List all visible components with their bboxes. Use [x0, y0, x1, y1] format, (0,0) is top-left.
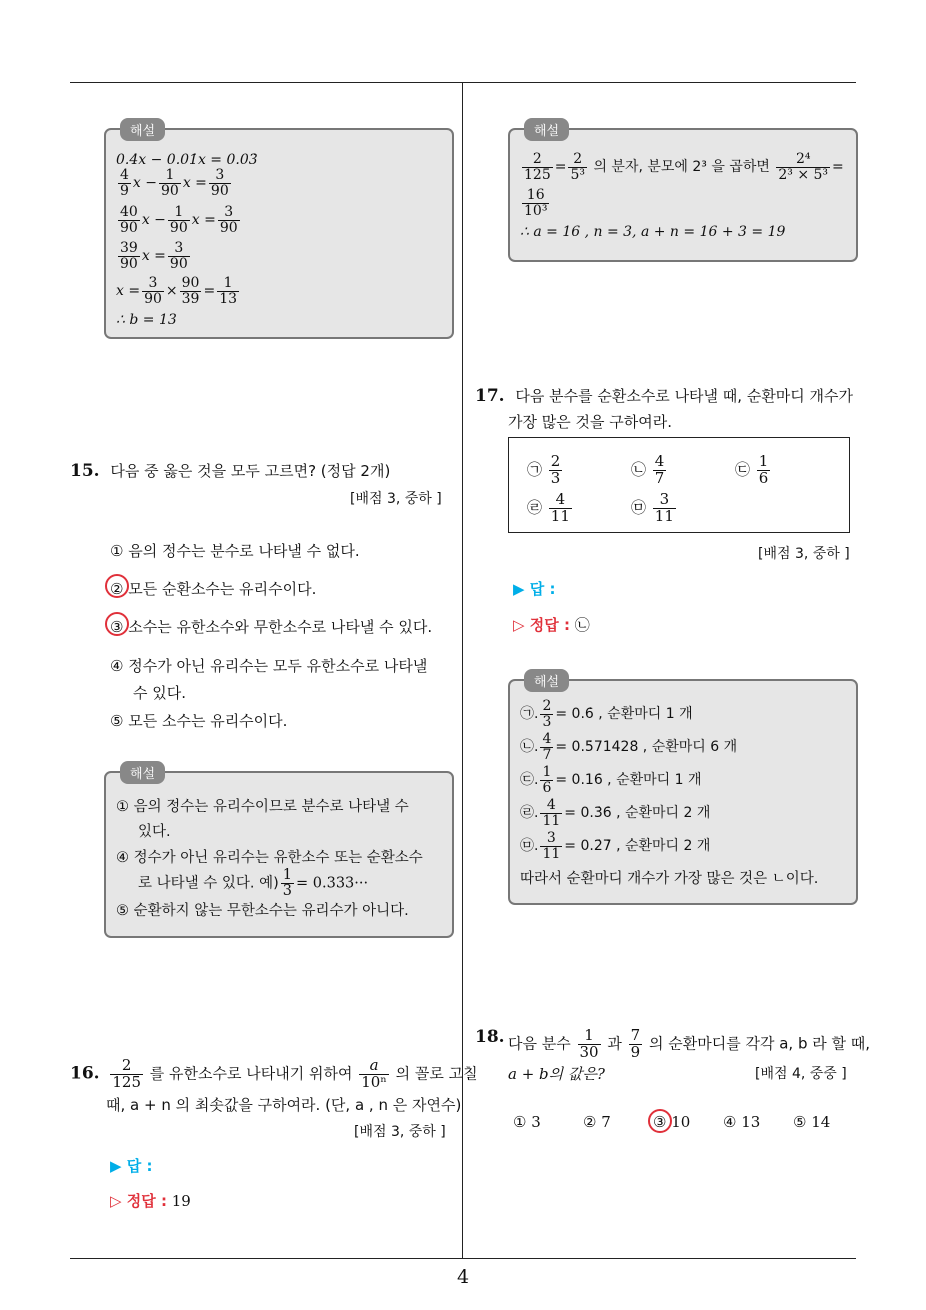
- sol15-line1: ① 음의 정수는 유리수이므로 분수로 나타낼 수: [116, 799, 409, 815]
- solution-box-16: [508, 124, 858, 262]
- q17-correct-answer: ▷ 정답 : ㉡: [513, 616, 590, 634]
- q17-option-3[interactable]: ㉢ $\frac{1}{6}$: [735, 452, 769, 487]
- q16-answer-label: ▶ 답 :: [110, 1157, 153, 1175]
- solution-tag: 해설: [524, 669, 569, 692]
- sol15-line5: ⑤ 순환하지 않는 무한소수는 유리수가 아니다.: [116, 903, 409, 919]
- q17-text-cont: 가장 많은 것을 구하여라.: [508, 413, 672, 431]
- q18-text: 다음 분수 $\frac{1}{30}$ 과 $\frac{7}{9}$ 의 순환마디를 각각 a, b 라 할 때,: [508, 1026, 871, 1061]
- sol17-row-5: ㉤. $\frac{3}{11}$ = 0.2̇7̇ , 순환마디 2 개: [520, 830, 711, 862]
- q17-option-4[interactable]: ㉣ $\frac{4}{11}$: [527, 490, 570, 525]
- sol15-line2: 있다.: [138, 824, 171, 840]
- sol14-line1: 0.4̇x − 0.01̇x = 0.03̇: [116, 152, 258, 168]
- question-number: 16.: [70, 1063, 100, 1084]
- q18-text-cont: a + b의 값은?: [508, 1065, 605, 1083]
- top-rule: [70, 82, 856, 83]
- sol17-row-4: ㉣. $\frac{4}{11}$ = 0.3̇6̇ , 순환마디 2 개: [520, 797, 711, 829]
- q15-choice-4[interactable]: ④ 정수가 아닌 유리수는 모두 유한소수로 나타낼: [110, 657, 428, 675]
- question-number: 18.: [475, 1027, 505, 1047]
- q17-answer-label: ▶ 답 :: [513, 580, 556, 598]
- sol17-conclusion: 따라서 순환마디 개수가 가장 많은 것은 ㄴ이다.: [520, 871, 819, 887]
- q17-option-5[interactable]: ㉤ $\frac{3}{11}$: [631, 490, 674, 525]
- sol17-row-1: ㉠. $\frac{2}{3}$ = 0.6̇ , 순환마디 1 개: [520, 698, 693, 730]
- sol16-line1: $\frac{2}{125}$ = $\frac{2}{\text{5³}}$ 의 분자, 분모에 2³ 을 곱하면 $\frac{\text{2⁴}}{\text{2³ × 5³}}$ =: [524, 151, 844, 183]
- sol17-row-3: ㉢. $\frac{1}{6}$ = 0.16̇ , 순환마디 1 개: [520, 764, 702, 796]
- question-number: 15.: [70, 461, 100, 481]
- selected-mark: [105, 612, 129, 636]
- sol14-line5: x = $\frac{3}{90}$ × $\frac{90}{39}$ = $\frac{1}{13}$: [116, 275, 238, 307]
- page-number: 4: [456, 1266, 470, 1288]
- question-number: 17.: [475, 386, 505, 406]
- q17-options-box: [508, 437, 850, 533]
- q15-choice-2[interactable]: ② 모든 순환소수는 유리수이다.: [110, 580, 317, 598]
- q18-choice-2[interactable]: ② 7: [583, 1113, 611, 1131]
- q17-heading: 17. 다음 분수를 순환소수로 나타낼 때, 순환마디 개수가: [475, 386, 854, 406]
- q15-score: [배점 3, 중하 ]: [350, 491, 442, 507]
- q17-score: [배점 3, 중하 ]: [758, 546, 850, 562]
- q15-heading: [70, 460, 390, 481]
- q18-choice-5[interactable]: ⑤ 14: [793, 1113, 831, 1131]
- solution-box-15: [104, 767, 454, 938]
- selected-mark: [105, 574, 129, 598]
- sol16-line3: ∴ a = 16 , n = 3, a + n = 16 + 3 = 19: [520, 224, 786, 240]
- bottom-rule: [70, 1258, 856, 1259]
- sol14-line2: $\frac{4}{9}$ x − $\frac{1}{90}$ x = $\frac{3}{90}$: [120, 167, 229, 199]
- sol14-line6: ∴ b = 13: [116, 312, 177, 328]
- q15-choice-4-cont: 수 있다.: [133, 684, 187, 702]
- q18-choice-4[interactable]: ④ 13: [723, 1113, 761, 1131]
- sol14-line3: $\frac{40}{90}$ x − $\frac{1}{90}$ x = $\frac{3}{90}$: [120, 204, 238, 236]
- sol14-line4: $\frac{39}{90}$ x = $\frac{3}{90}$: [120, 240, 188, 272]
- selected-mark: [648, 1109, 672, 1133]
- q15-choice-3[interactable]: ③ 소수는 유한소수와 무한소수로 나타낼 수 있다.: [110, 618, 433, 636]
- q18-choice-3[interactable]: ③ 10: [653, 1113, 691, 1131]
- q15-choice-5[interactable]: ⑤ 모든 소수는 유리수이다.: [110, 712, 288, 730]
- sol17-row-2: ㉡. $\frac{4}{7}$ = 0.5̇71428̇ , 순환마디 6 개: [520, 731, 738, 763]
- q16-correct-answer: ▷ 정답 : 19: [110, 1192, 191, 1210]
- q16-score: [배점 3, 중하 ]: [354, 1124, 446, 1140]
- solution-box-14: [104, 124, 454, 339]
- q17-option-1[interactable]: ㉠ $\frac{2}{3}$: [527, 452, 561, 487]
- q18-score: [배점 4, 중중 ]: [755, 1066, 847, 1082]
- solution-box-17: [508, 675, 858, 905]
- q15-choice-1[interactable]: ① 음의 정수는 분수로 나타낼 수 없다.: [110, 542, 360, 560]
- sol15-line4: 로 나타낼 수 있다. 예) $\frac{1}{3}$ = 0.333···: [138, 867, 369, 900]
- solution-tag: 해설: [120, 118, 165, 141]
- solution-tag: 해설: [524, 118, 569, 141]
- sol16-line2: $\frac{16}{\text{10³}}$: [524, 187, 548, 219]
- q18-choice-1[interactable]: ① 3: [513, 1113, 541, 1131]
- solution-tag: 해설: [120, 761, 165, 784]
- q18-heading: [475, 1027, 505, 1047]
- question-text: 다음 중 옳은 것을 모두 고르면? (정답 2개): [110, 462, 391, 480]
- q16-heading: 16. $\frac{2}{125}$ 를 유한소수로 나타내기 위하여 $\frac{a}{\text{10ⁿ}}$ 의 꼴로 고칠: [70, 1056, 478, 1091]
- q17-option-2[interactable]: ㉡ $\frac{4}{7}$: [631, 452, 665, 487]
- q16-text-cont: 때, a + n 의 최솟값을 구하여라. (단, a , n 은 자연수): [106, 1096, 462, 1114]
- sol15-line3: ④ 정수가 아닌 유리수는 유한소수 또는 순환소수: [116, 850, 423, 866]
